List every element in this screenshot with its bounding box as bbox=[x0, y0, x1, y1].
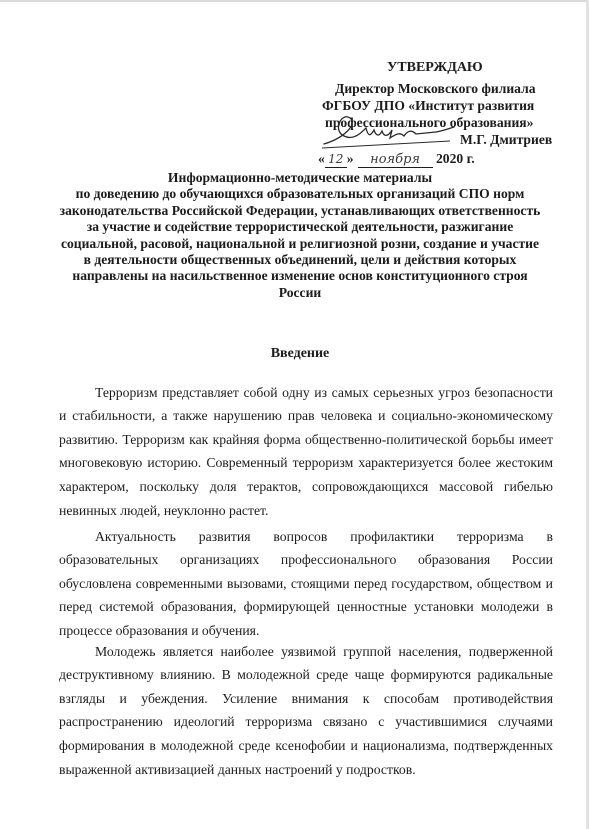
page-top-edge bbox=[0, 0, 589, 2]
approval-title: УТВЕРЖДАЮ bbox=[387, 60, 483, 75]
title-line: направлены на насильственное изменение основ конституционного строя bbox=[72, 268, 528, 284]
date-year: 2020 г. bbox=[436, 151, 475, 166]
section-heading: Введение bbox=[270, 346, 330, 361]
title-line: социальной, расовой, национальной и религиозной розни, создание и участие bbox=[60, 235, 540, 251]
document-title bbox=[40, 170, 560, 301]
approval-position-line: Директор Московского филиала bbox=[335, 81, 536, 96]
date-open-quote: « bbox=[318, 151, 325, 166]
approver-name: М.Г. Дмитриев bbox=[460, 132, 553, 147]
title-line: законодательства Российской Федерации, устанавливающих ответственность bbox=[59, 202, 541, 218]
handwritten-signature bbox=[318, 110, 458, 152]
title-line: Информационно-методические материалы bbox=[167, 170, 433, 185]
title-line: в деятельности общественных объединений, цели и действия которых bbox=[83, 252, 517, 268]
title-line: за участие и содействие террористической деятельности, разжигание bbox=[86, 219, 514, 235]
approval-date bbox=[318, 150, 475, 168]
date-close-quote: » bbox=[346, 151, 354, 166]
title-line: России bbox=[278, 284, 322, 300]
date-month: ноября bbox=[358, 152, 433, 168]
approval-organization-line: ФГБОУ ДПО «Институт развития bbox=[322, 98, 535, 113]
body-paragraph: Терроризм представляет собой одну из самых серьезных угроз безопасности и стабильности, а также нарушению прав человека и социально-экономическому развитию. Терроризм как крайняя форма общественно-политической борьбы имеет многовековую историю. Современный терроризм характеризуется более жестоким характером, поскольку доля терактов, сопровождающихся массовой гибелью невинных людей, неуклонно растет. bbox=[59, 384, 553, 518]
body-paragraph: Актуальность развития вопросов профилактики терроризма в образовательных организациях профессионального образования России обусловлена современными вызовами, стоящими перед государством, обществом и перед системой образования, формирующей ценностные установки молодежи в процессе образования и обучения. bbox=[59, 528, 553, 639]
body-paragraph: Молодежь является наиболее уязвимой группой населения, подверженной деструктивному влиянию. В молодежной среде чаще формируются радикальные взгляды и убеждения. Усиление внимания к способам противодействия распространению идеологий терроризма связано с участившимися случаями формирования в молодежной среде ксенофобии и национализма, подтвержденных выраженной активизацией данных настроений у подростков. bbox=[59, 643, 553, 777]
title-line: по доведению до обучающихся образовательных организаций СПО норм bbox=[75, 186, 525, 202]
approval-organization-line-2: профессионального образования» bbox=[325, 115, 534, 130]
date-day: 12 bbox=[325, 152, 347, 168]
